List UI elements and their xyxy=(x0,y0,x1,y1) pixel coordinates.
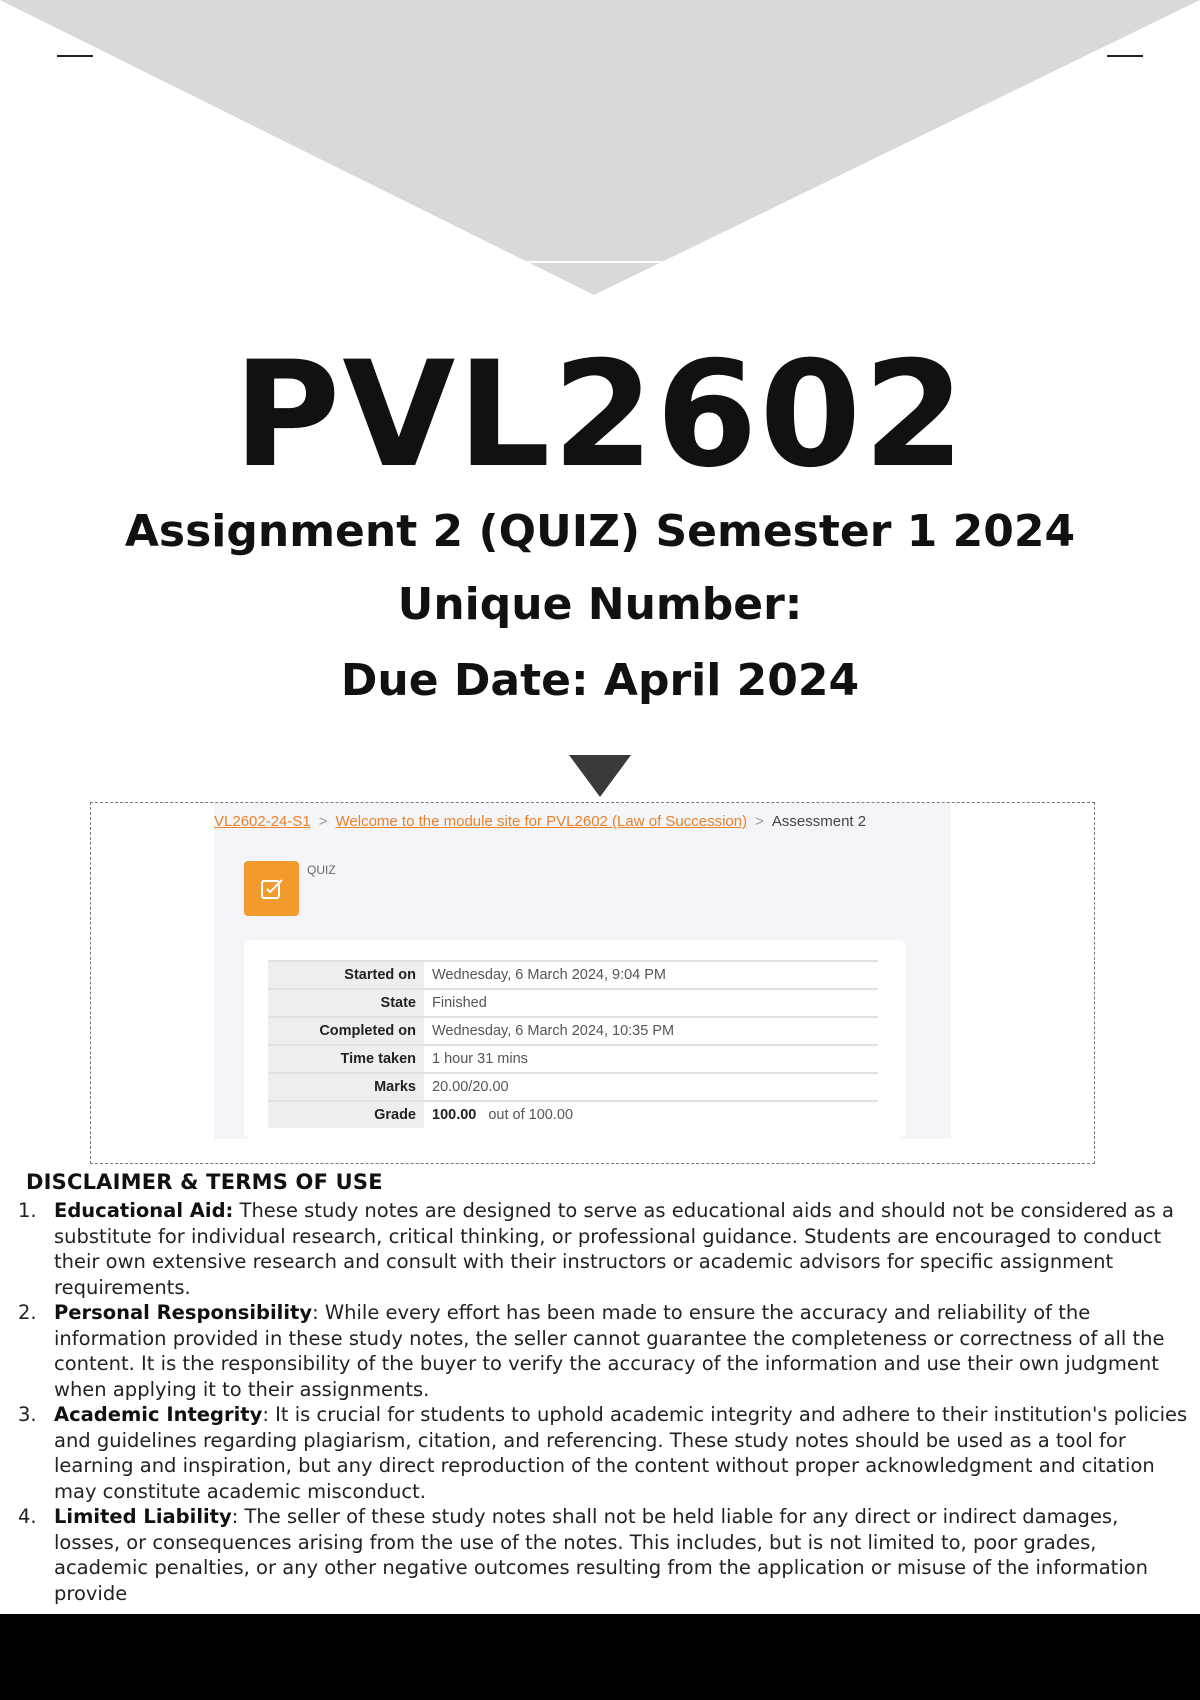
item-number: 1. xyxy=(18,1199,37,1222)
row-label: Time taken xyxy=(268,1045,424,1073)
breadcrumb-current: Assessment 2 xyxy=(771,813,867,830)
breadcrumb-link-module-site[interactable]: Welcome to the module site for PVL2602 (Law of Succession) xyxy=(335,813,748,830)
due-date-line: Due Date: April 2024 xyxy=(340,655,860,706)
disclaimer-title: DISCLAIMER & TERMS OF USE xyxy=(26,1170,383,1194)
row-value: Wednesday, 6 March 2024, 10:35 PM xyxy=(424,1017,878,1045)
corner-rule-right xyxy=(1107,55,1143,57)
item-number: 3. xyxy=(18,1403,37,1426)
item-text: : The seller of these study notes shall not be held liable for any direct or indirect damages, losses, or consequences arising from the use of the notes. This includes, but is not limited to, poor grades, academic penalties, or any other negative outcomes resulting from the application or misuse of the information provide xyxy=(54,1505,1149,1605)
quiz-edit-icon xyxy=(244,861,299,916)
item-number: 4. xyxy=(18,1505,37,1528)
grade-suffix: out of 100.00 xyxy=(488,1107,574,1123)
row-label: Grade xyxy=(268,1101,424,1128)
list-item xyxy=(0,1402,1200,1504)
item-text: These study notes are designed to serve as educational aids and should not be considered as a substitute for individual research, critical thinking, or professional guidance. Students are encouraged to conduct their own extensive research and consult with their instructors or academic advisors for specific assignment requirements. xyxy=(54,1199,1174,1299)
table-row xyxy=(268,989,878,1017)
row-value: Finished xyxy=(424,989,878,1017)
item-heading: Educational Aid: xyxy=(54,1199,234,1222)
row-value: Wednesday, 6 March 2024, 9:04 PM xyxy=(424,961,878,989)
assignment-subtitle: Assignment 2 (QUIZ) Semester 1 2024 xyxy=(124,506,1076,557)
breadcrumb xyxy=(214,813,951,833)
top-banner-chevron xyxy=(0,0,1200,300)
item-number: 2. xyxy=(18,1301,37,1324)
activity-type-label: QUIZ xyxy=(307,863,336,877)
breadcrumb-separator: > xyxy=(318,813,328,830)
table-row xyxy=(268,1045,878,1073)
table-row xyxy=(268,1017,878,1045)
list-item xyxy=(0,1300,1200,1402)
row-label: State xyxy=(268,989,424,1017)
footer-bar xyxy=(0,1614,1200,1700)
item-text: : While every effort has been made to ensure the accuracy and reliability of the information provided in these study notes, the seller cannot guarantee the completeness or correctness of all the content. It is the responsibility of the buyer to verify the accuracy of the information and use their own judgment when applying it to their assignments. xyxy=(54,1301,1165,1401)
row-label: Started on xyxy=(268,961,424,989)
grade-value: 100.00 xyxy=(432,1107,477,1123)
table-row xyxy=(268,961,878,989)
table-row xyxy=(268,1073,878,1101)
row-label: Completed on xyxy=(268,1017,424,1045)
row-value: 20.00/20.00 xyxy=(424,1073,878,1101)
item-heading: Limited Liability xyxy=(54,1505,232,1528)
item-heading: Personal Responsibility xyxy=(54,1301,313,1324)
item-text: : It is crucial for students to uphold academic integrity and adhere to their institution's policies and guidelines regarding plagiarism, citation, and referencing. These study notes should be used as a tool for learning and inspiration, but any direct reproduction of the content without proper acknowledgment and citation may constitute academic misconduct. xyxy=(54,1403,1188,1503)
disclaimer-list xyxy=(0,1198,1200,1606)
breadcrumb-link-course[interactable]: VL2602-24-S1 xyxy=(214,813,311,830)
unique-number-line: Unique Number: xyxy=(397,579,803,630)
list-item xyxy=(0,1198,1200,1300)
quiz-result-screenshot xyxy=(214,803,951,1139)
list-item xyxy=(0,1504,1200,1606)
row-label: Marks xyxy=(268,1073,424,1101)
down-triangle-icon xyxy=(569,755,631,797)
breadcrumb-separator: > xyxy=(755,813,764,830)
module-code-title: PVL2602 xyxy=(233,330,967,500)
corner-rule-left xyxy=(57,55,93,57)
row-value: 1 hour 31 mins xyxy=(424,1045,878,1073)
item-heading: Academic Integrity xyxy=(54,1403,263,1426)
attempt-summary-card xyxy=(244,940,906,1139)
row-value xyxy=(424,1101,878,1128)
table-row xyxy=(268,1101,878,1128)
attempt-summary-table xyxy=(268,960,878,1128)
